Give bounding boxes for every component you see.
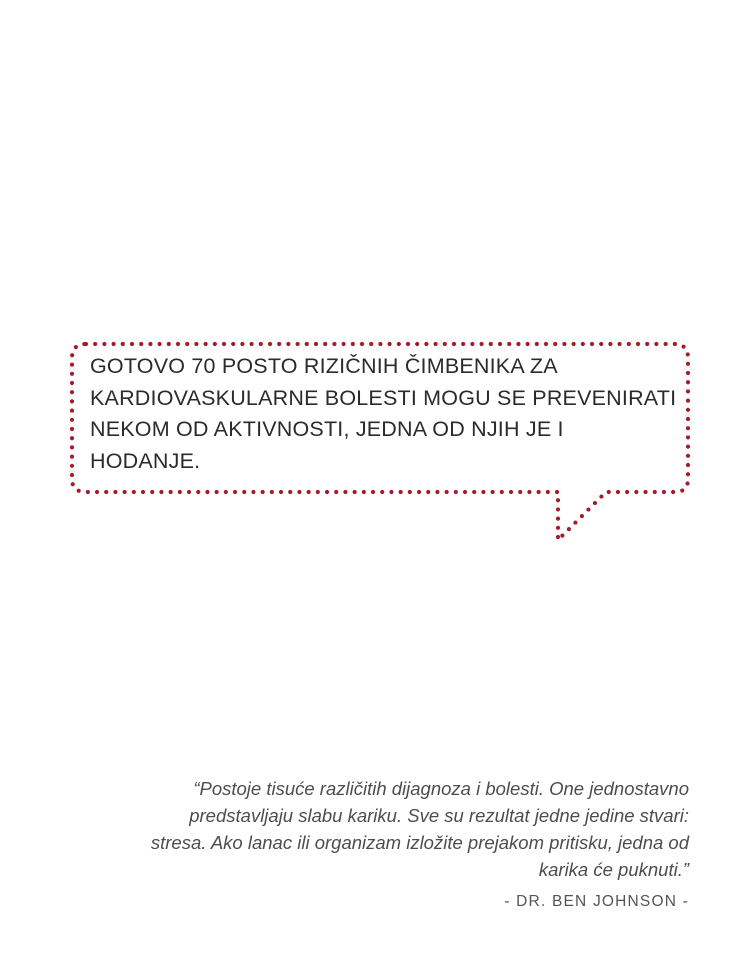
quote-author: - DR. BEN JOHNSON - [504,893,689,910]
callout-text: GOTOVO 70 POSTO RIZIČNIH ČIMBENIKA ZA KARDIOVASKULARNE BOLESTI MOGU SE PREVENIRATI NEKOM OD AKTIVNOSTI, JEDNA OD NJIH JE I HODANJE. [90,354,677,473]
quote-block [129,775,689,911]
quote-text: “Postoje tisuće različitih dijagnoza i bolesti. One jednostavno predstavljaju slabu kariku. Sve su rezultat jedne jedine stvari: stresa. Ako lanac ili organizam izložite prejakom pritisku, jedna od karika će puknuti.” [150,778,689,880]
